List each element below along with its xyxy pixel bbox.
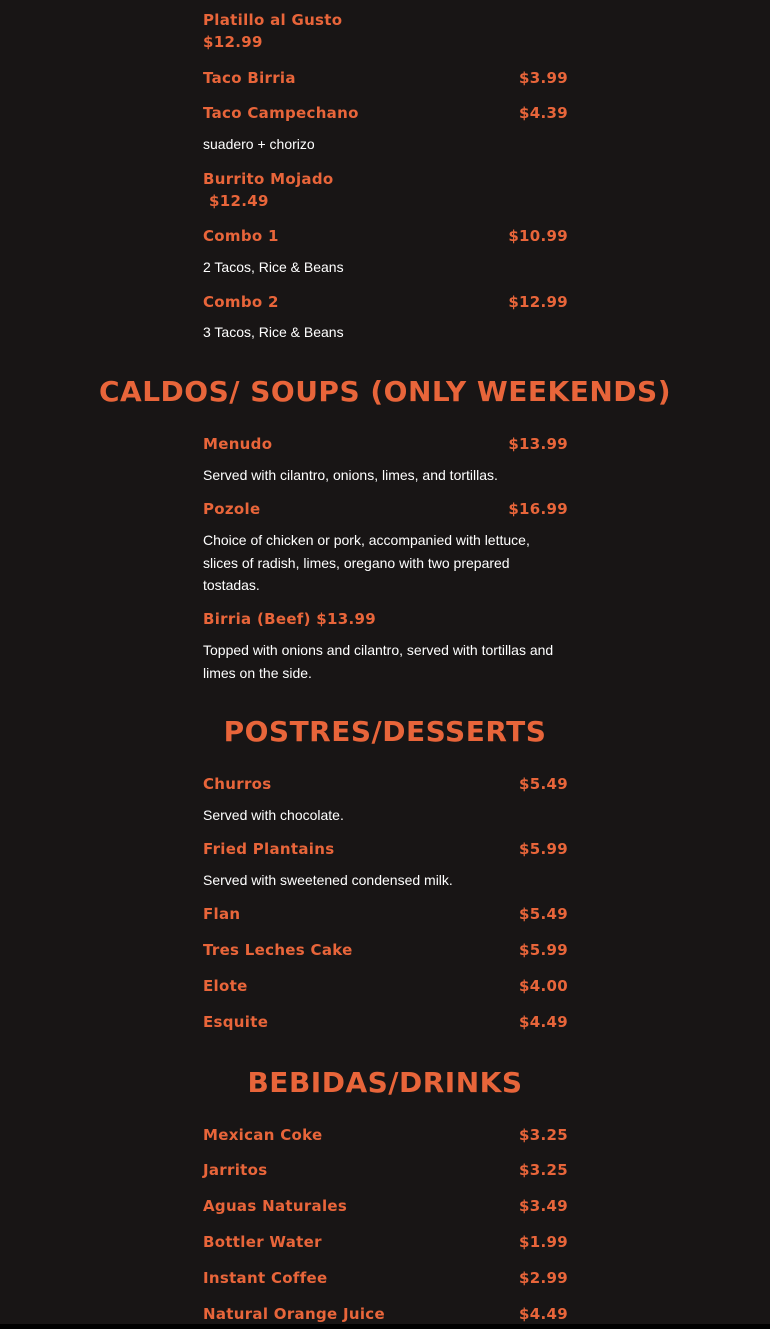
item-description: Served with chocolate. <box>203 807 344 823</box>
menu-item-menudo <box>203 433 568 455</box>
menu-item-combo-1 <box>203 225 568 247</box>
item-price: $5.99 <box>519 840 568 858</box>
item-price: $3.49 <box>519 1197 568 1215</box>
item-price: $13.99 <box>508 435 568 453</box>
item-name: Instant Coffee <box>203 1269 328 1287</box>
item-price: $16.99 <box>508 500 568 518</box>
section-title-drinks: BEBIDAS/DRINKS <box>247 1066 523 1099</box>
item-description: Served with cilantro, onions, limes, and tortillas. <box>203 467 498 483</box>
item-name: Combo 2 <box>203 293 279 311</box>
item-price: $2.99 <box>519 1269 568 1287</box>
item-price: $4.39 <box>519 104 568 122</box>
item-price: $3.25 <box>519 1126 568 1144</box>
bottom-edge-bar <box>0 1324 770 1329</box>
menu-item-platillo <box>203 9 568 53</box>
item-name: Aguas Naturales <box>203 1197 348 1215</box>
menu-item-taco-birria <box>203 67 568 89</box>
item-name: Bottler Water <box>203 1233 322 1251</box>
item-price: $1.99 <box>519 1233 568 1251</box>
menu-item-churros <box>203 773 568 795</box>
item-price: $12.99 <box>203 33 263 51</box>
item-name: Fried Plantains <box>203 840 335 858</box>
item-price: $4.49 <box>519 1013 568 1031</box>
menu-item-jarritos <box>203 1159 568 1181</box>
item-name: Jarritos <box>203 1161 268 1179</box>
menu-item-taco-campechano <box>203 102 568 124</box>
menu-item-esquite <box>203 1011 568 1033</box>
menu-item-mexican-coke <box>203 1124 568 1146</box>
menu-item-flan <box>203 903 568 925</box>
item-description: 2 Tacos, Rice & Beans <box>203 259 344 275</box>
menu-item-bottled-water <box>203 1231 568 1253</box>
item-description: Served with sweetened condensed milk. <box>203 872 453 888</box>
item-price: $5.49 <box>519 775 568 793</box>
menu-item-tres-leches <box>203 939 568 961</box>
item-name: Natural Orange Juice <box>203 1305 385 1323</box>
menu-item-burrito-mojado <box>203 168 568 212</box>
item-price: $12.99 <box>508 293 568 311</box>
item-name: Taco Campechano <box>203 104 359 122</box>
item-price: $12.49 <box>209 192 269 210</box>
item-name: Churros <box>203 775 272 793</box>
item-price: $5.49 <box>519 905 568 923</box>
item-name: Flan <box>203 905 241 923</box>
menu-item-pozole <box>203 498 568 520</box>
section-title-desserts: POSTRES/DESSERTS <box>223 715 547 748</box>
item-name: Birria (Beef) $13.99 <box>203 610 376 628</box>
item-price: $4.49 <box>519 1305 568 1323</box>
item-name: Burrito Mojado <box>203 170 334 188</box>
menu-item-aguas-naturales <box>203 1195 568 1217</box>
item-name: Combo 1 <box>203 227 279 245</box>
menu-item-instant-coffee <box>203 1267 568 1289</box>
item-name: Esquite <box>203 1013 269 1031</box>
item-name: Elote <box>203 977 248 995</box>
section-title-soups: CALDOS/ SOUPS (ONLY WEEKENDS) <box>98 375 672 408</box>
item-price: $10.99 <box>508 227 568 245</box>
menu-item-orange-juice <box>203 1303 568 1325</box>
item-description: Choice of chicken or pork, accompanied with lettuce, slices of radish, limes, oregano with two prepared tostadas. <box>203 532 530 593</box>
item-price: $4.00 <box>519 977 568 995</box>
menu-item-elote <box>203 975 568 997</box>
item-name: Menudo <box>203 435 273 453</box>
item-name: Taco Birria <box>203 69 296 87</box>
item-description: 3 Tacos, Rice & Beans <box>203 324 344 340</box>
item-description: suadero + chorizo <box>203 136 315 152</box>
menu-item-birria <box>203 608 568 630</box>
item-price: $3.99 <box>519 69 568 87</box>
menu-item-fried-plantains <box>203 838 568 860</box>
item-name: Mexican Coke <box>203 1126 323 1144</box>
item-price: $3.25 <box>519 1161 568 1179</box>
item-price: $5.99 <box>519 941 568 959</box>
menu-item-combo-2 <box>203 291 568 313</box>
item-name: Pozole <box>203 500 261 518</box>
item-name: Platillo al Gusto <box>203 11 343 29</box>
item-description: Topped with onions and cilantro, served with tortillas and limes on the side. <box>203 642 554 681</box>
item-name: Tres Leches Cake <box>203 941 353 959</box>
